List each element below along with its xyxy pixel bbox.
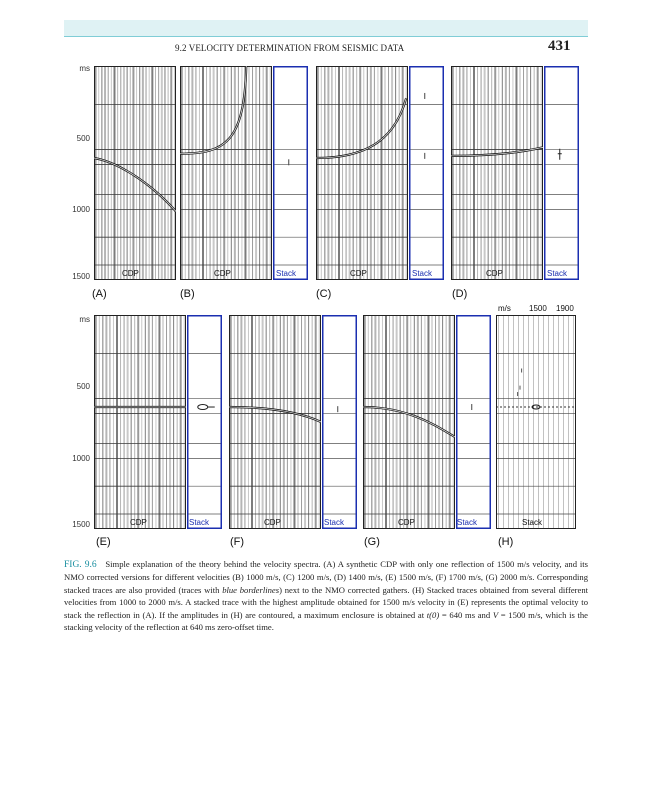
- panel-frame: [230, 316, 321, 529]
- panel-a-cdp-label: CDP: [122, 269, 139, 278]
- panel-c-cdp-plot: [316, 66, 408, 280]
- panel-e-stack-label: Stack: [189, 518, 210, 527]
- panel-h-velocity-spectrum: [496, 315, 576, 529]
- panel-e-label: (E): [96, 536, 111, 548]
- panel-b-cdp-label: CDP: [214, 269, 231, 278]
- page-number: 431: [548, 38, 571, 54]
- caption-t0: t(0): [426, 609, 440, 620]
- velocity-tick-1900: 1900: [556, 304, 574, 313]
- caption-text-2: ) next to the NMO corrected gathers. (H) Stacked traces obtained from several different velocities from 1000 to 2000 m/s. A stacked trace with the highest amplitude obtained for 1500 m/s velocity in (E) represents the optimal velocity to stack the reflection in (A). If the amplitudes in (H) are contoured, a maximum enclosure is obtained at: [64, 584, 589, 620]
- stack-border: [545, 67, 579, 280]
- caption-text-1: Simple explanation of the theory behind the velocity spectra. (A) A synthetic CDP with only one reflection of 1500 m/s velocity, and its NMO corrected versions for different velocities (B) 1000 m/s, (C) 1200 m/s, (D) 1400 m/s, (E) 1500 m/s, (F) 1700 m/s, (G) 2000 m/s. Corresponding stacked traces are also provided (traces with: [64, 559, 588, 595]
- panel-g-stack-label: Stack: [457, 518, 478, 527]
- caption-fig-label: FIG. 9.6: [64, 560, 97, 570]
- y-tick-1000-top: 1000: [72, 205, 90, 214]
- panel-e-cdp-label: CDP: [130, 518, 147, 527]
- reflection-event-highlight: [363, 407, 455, 437]
- panel-g-stack-trace: [456, 315, 491, 529]
- panel-frame: [452, 67, 543, 280]
- panel-f-cdp-plot: [229, 315, 321, 529]
- panel-f-stack-label: Stack: [324, 518, 345, 527]
- panel-c-stack-trace: [409, 66, 444, 280]
- velocity-axis-unit: m/s: [498, 304, 511, 313]
- panel-b-label: (B): [180, 288, 195, 300]
- panel-e-stack-trace: [187, 315, 222, 529]
- header-rule: [64, 36, 588, 37]
- panel-frame: [317, 67, 408, 280]
- velocity-tick-1500: 1500: [529, 304, 547, 313]
- stack-border: [188, 316, 222, 529]
- panel-h-stack-label: Stack: [522, 518, 543, 527]
- panel-frame: [95, 67, 176, 280]
- panel-frame: [181, 67, 272, 280]
- panel-b-cdp-plot: [180, 66, 272, 280]
- y-axis-unit-top: ms: [79, 64, 90, 73]
- panel-frame: [364, 316, 455, 529]
- panel-c-label: (C): [316, 288, 332, 300]
- reflection-event-highlight: [94, 158, 176, 212]
- panel-b-stack-trace: [273, 66, 308, 280]
- stack-amplitude: [198, 405, 208, 410]
- panel-b-stack-label: Stack: [276, 269, 297, 278]
- y-tick-1500-bottom: 1500: [72, 520, 90, 529]
- y-axis-unit-bottom: ms: [79, 315, 90, 324]
- panel-f-label: (F): [230, 536, 245, 548]
- caption-v: V: [492, 609, 499, 620]
- caption-text-3: = 640 ms and: [439, 609, 493, 620]
- y-tick-1500-top: 1500: [72, 272, 90, 281]
- stack-border: [457, 316, 491, 529]
- reflection-event: [451, 147, 543, 156]
- panel-a-label: (A): [92, 288, 107, 300]
- panel-f-cdp-label: CDP: [264, 518, 281, 527]
- reflection-event: [94, 158, 176, 212]
- panel-d-stack-label: Stack: [547, 269, 568, 278]
- stack-border: [323, 316, 357, 529]
- panel-d-label: (D): [452, 288, 468, 300]
- panel-d-stack-trace: [544, 66, 579, 280]
- header-band: [64, 20, 588, 36]
- panel-d-cdp-label: CDP: [486, 269, 503, 278]
- panel-h-label: (H): [498, 536, 514, 548]
- panel-e-cdp-plot: [94, 315, 186, 529]
- stack-border: [274, 67, 308, 280]
- stack-border: [410, 67, 444, 280]
- y-tick-500-top: 500: [76, 134, 90, 143]
- reflection-event: [229, 407, 321, 422]
- panel-a-plot: [94, 66, 176, 280]
- running-head: 9.2 VELOCITY DETERMINATION FROM SEISMIC DATA: [175, 43, 405, 53]
- panel-frame: [95, 316, 186, 529]
- y-tick-1000-bottom: 1000: [72, 454, 90, 463]
- figure-caption: [64, 558, 588, 633]
- panel-c-stack-label: Stack: [412, 269, 433, 278]
- panel-f-stack-trace: [322, 315, 357, 529]
- panel-d-cdp-plot: [451, 66, 543, 280]
- reflection-event: [363, 407, 455, 437]
- y-tick-500-bottom: 500: [76, 382, 90, 391]
- caption-text-4: = 1500 m/s, which is the stacking velocity of the reflection at 640 ms zero-offset time.: [64, 609, 588, 633]
- caption-italic: blue borderlines: [222, 584, 280, 595]
- panel-g-cdp-label: CDP: [398, 518, 415, 527]
- panel-g-cdp-plot: [363, 315, 455, 529]
- panel-c-cdp-label: CDP: [350, 269, 367, 278]
- panel-g-label: (G): [364, 536, 380, 548]
